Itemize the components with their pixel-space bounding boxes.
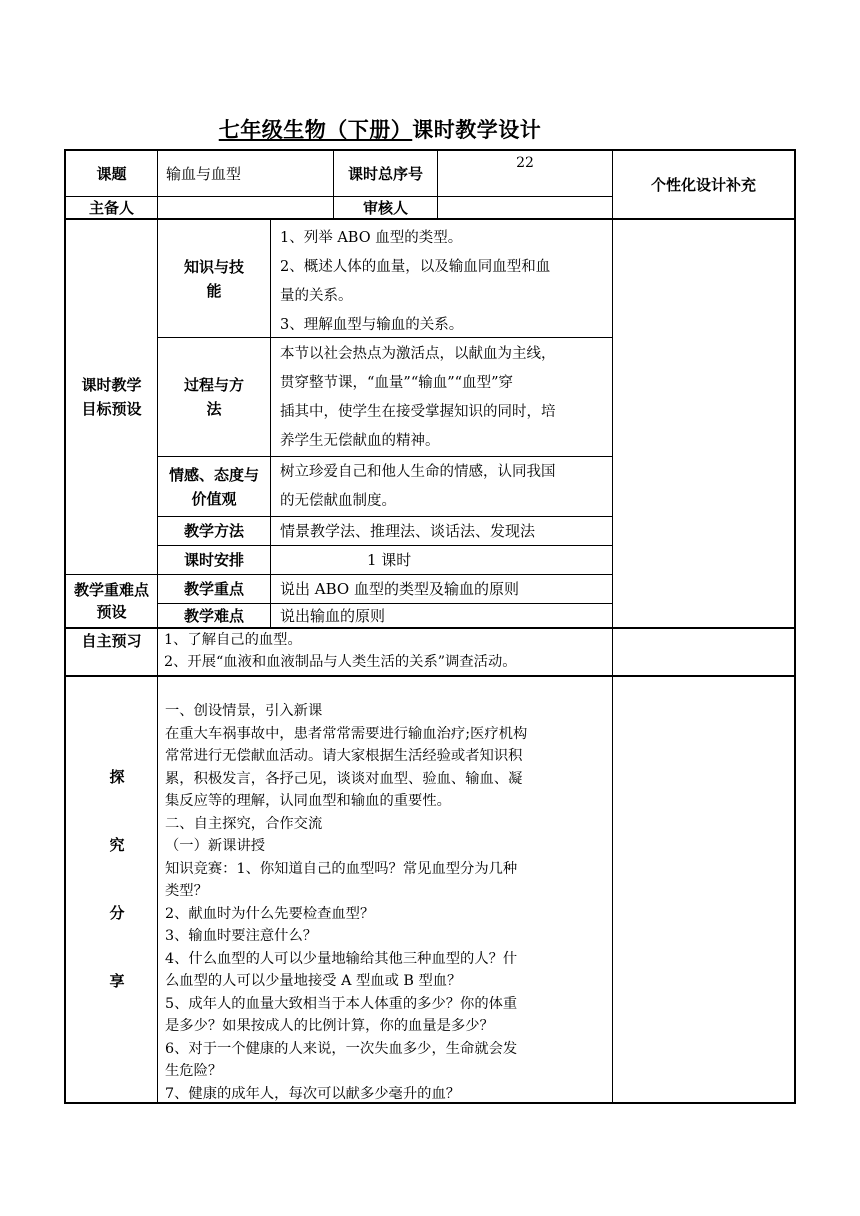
explore-label-char: 究 [109,836,125,854]
process-line: 插其中，使学生在接受掌握知识的同时，培 [280,404,556,420]
explore-label-char: 探 [109,768,125,786]
preparer-value [158,197,333,218]
explore-line: 类型？ [165,883,208,899]
sequence-value: 22 [516,155,534,171]
knowledge-line: 3、理解血型与输血的关系。 [280,317,464,333]
explore-line: 3、输血时要注意什么？ [165,928,318,944]
explore-line: 知识竞赛：1、你知道自己的血型吗？常见血型分为几种 [165,860,518,877]
explore-line: 2、献血时为什么先要检查血型？ [165,905,375,922]
schedule-label: 课时安排 [183,551,244,569]
emotion-label: 情感、态度与价值观 [168,465,259,508]
topic-label: 课题 [96,164,127,183]
key-point-label: 教学重点 [183,580,244,598]
explore-line: 累，积极发言，各抒己见，谈谈对血型、验血、输血、凝 [165,770,523,787]
explore-line: 4、什么血型的人可以少量地输给其他三种血型的人？什 [165,950,518,967]
knowledge-content [280,224,610,340]
process-line: 本节以社会热点为激活点，以献血为主线， [280,346,556,362]
explore-line: 二、自主探究，合作交流 [165,815,323,832]
key-points-label: 教学重难点预设 [74,581,150,621]
personal-design-label: 个性化设计补充 [650,175,756,194]
preview-line: 2、开展“血液和血液制品与人类生活的关系”调查活动。 [164,654,517,670]
explore-line: 集反应等的理解，认同血型和输血的重要性。 [165,793,451,809]
explore-line: 生危险？ [165,1063,223,1079]
explore-line: 是多少？如果按成人的比例计算，你的血量是多少？ [165,1018,494,1034]
knowledge-label: 知识与技能 [184,257,245,300]
emotion-content [280,458,610,516]
key-point-value: 说出 ABO 血型的类型及输血的原则 [280,580,519,598]
knowledge-line: 2、概述人体的血量，以及输血同血型和血 [280,259,551,275]
document-title [0,114,760,144]
preview-line: 1、了解自己的血型。 [164,632,302,648]
reviewer-value [438,197,612,218]
preview-label: 自主预习 [81,632,142,650]
process-content [280,340,610,456]
difficult-point-value: 说出输血的原则 [280,606,386,625]
explore-line: 在重大车祸事故中，患者常常需要进行输血治疗;医疗机构 [165,725,528,742]
process-line: 贯穿整节课，“血量”“输血”“血型”穿 [280,375,513,391]
difficult-point-label: 教学难点 [183,606,244,625]
emotion-line: 树立珍爱自己和他人生命的情感，认同我国 [280,464,556,480]
title-suffix: 课时教学设计 [412,118,542,142]
method-value: 情景教学法、推理法、谈话法、发现法 [280,522,536,540]
objectives-label: 课时教学目标预设 [81,376,142,418]
explore-line: 常常进行无偿献血活动。请大家根据生活经验或者知识积 [165,748,523,764]
explore-line: 7、健康的成年人，每次可以献多少毫升的血？ [165,1085,461,1102]
explore-label-char: 享 [109,972,125,990]
knowledge-line: 1、列举 ABO 血型的类型。 [280,230,463,246]
schedule-value: 1 课时 [367,551,412,569]
topic-value: 输血与血型 [166,164,242,183]
method-label: 教学方法 [183,522,244,540]
explore-label-char: 分 [109,904,125,922]
knowledge-line: 量的关系。 [280,288,353,304]
explore-line: （一）新课讲授 [165,838,266,854]
sequence-label: 课时总序号 [347,164,423,183]
title-prefix: 七年级生物（下册） [218,118,413,142]
explore-content [165,700,611,1105]
process-line: 养学生无偿献血的精神。 [280,433,440,449]
explore-line: 6、对于一个健康的人来说，一次失血多少，生命就会发 [165,1040,518,1057]
emotion-line: 的无偿献血制度。 [280,493,396,509]
reviewer-label: 审核人 [362,198,408,217]
preview-content [164,629,610,673]
preparer-label: 主备人 [88,198,134,217]
explore-line: 么血型的人可以少量地接受 A 型血或 B 型血？ [165,973,462,989]
explore-line: 一、创设情景，引入新课 [165,703,323,719]
process-label: 过程与方法 [184,376,245,418]
explore-line: 5、成年人的血量大致相当于本人体重的多少？你的体重 [165,995,518,1012]
